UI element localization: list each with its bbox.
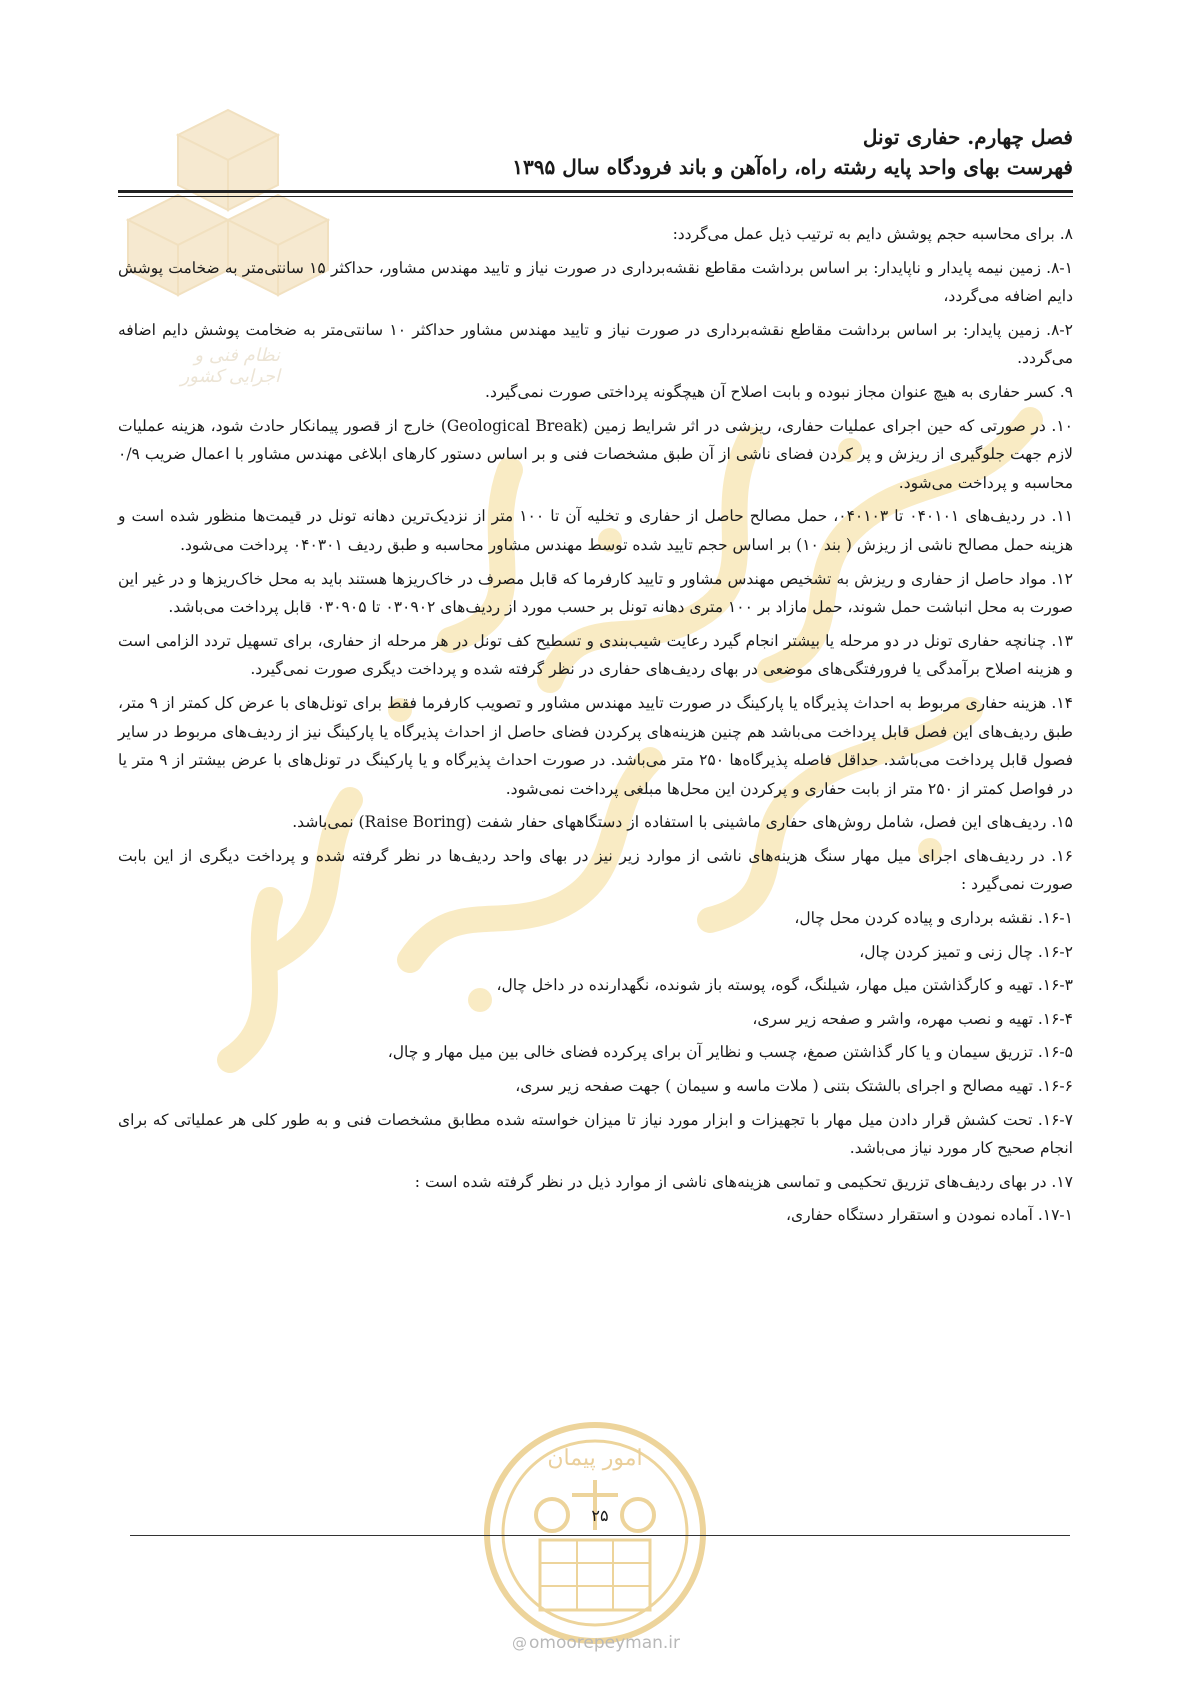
watermark-seal-text: امور پیمان (547, 1446, 643, 1471)
watermark-seal (482, 1420, 708, 1646)
page-header (118, 122, 1073, 182)
footer-rule (130, 1535, 1070, 1536)
sub-item: ۱۶-۷. تحت کشش قرار دادن میل مهار با تجهیزات و ابزار مورد نیاز تا میزان خواسته شده مطابق مشخصات فنی و به طور کلی هر عملیاتی که برای انجام صحیح کار مورد نیاز می‌باشد. (118, 1110, 1073, 1158)
sub-item: ۱۷-۱. آماده نمودن و استقرار دستگاه حفاری، (785, 1206, 1073, 1225)
paragraph: ۱۳. چنانچه حفاری تونل در دو مرحله یا بیشتر انجام گیرد رعایت شیب‌بندی و تسطیح کف تونل در هر مرحله از حفاری، برای تسهیل تردد الزامی است و هزینه اصلاح برآمدگی یا فرورفتگی‌های موضعی در بهای ردیف‌های حفاری در نظر گرفته شده و پرداخت دیگری صورت نمی‌گیرد. (118, 631, 1073, 679)
sub-item: ۱۶-۲. چال زنی و تمیز کردن چال، (859, 942, 1073, 961)
sub-item: ۱۶-۵. تزریق سیمان و یا کار گذاشتن صمغ، چسب و نظایر آن برای پرکرده فضای خالی بین میل مهار و چال، (387, 1043, 1073, 1062)
paragraph: ۱۲. مواد حاصل از حفاری و ریزش به تشخیص مهندس مشاور و تایید کارفرما که قابل مصرف در خاک‌ریزها هستند باید به محل خاک‌ریزها و در غیر این صورت به محل انباشت حمل شوند، حمل مازاد بر ۱۰۰ متری دهانه تونل بر حسب مورد از ردیف‌های ۰۳۰۹۰۲ تا ۰۳۰۹۰۵ قابل پرداخت می‌باشد. (118, 569, 1073, 617)
price-list-title: فهرست بهای واحد پایه رشته راه، راه‌آهن و باند فرودگاه سال ۱۳۹۵ (512, 155, 1073, 179)
sub-item: ۱۶-۴. تهیه و نصب مهره، واشر و صفحه زیر سری، (752, 1009, 1073, 1028)
sub-item: ۱۶-۱. نقشه برداری و پیاده کردن محل چال، (794, 909, 1073, 928)
paragraph: ۱۷. در بهای ردیف‌های تزریق تحکیمی و تماسی هزینه‌های ناشی از موارد ذیل در نظر گرفته شده است : (414, 1172, 1073, 1191)
paragraph: ۱۰. در صورتی که حین اجرای عملیات حفاری، ریزشی در اثر شرایط زمین (Geological Break) خارج از قصور پیمانکار حادث شود، هزینه عملیات لازم جهت جلوگیری از ریزش و پر کردن فضای ناشی از آن طبق مشخصات فنی و بر اساس دستور کارهای ابلاغی مهندس مشاور با اعمال ضریب ۰/۹ محاسبه و پرداخت می‌شود. (118, 416, 1073, 492)
paragraph: ۸-۲. زمین پایدار: بر اساس برداشت مقاطع نقشه‌برداری در صورت نیاز و تایید مهندس مشاور حداکثر ۱۰ سانتی‌متر به ضخامت پوشش دایم اضافه می‌گردد. (118, 320, 1073, 368)
watermark-left-text: نظام فنی و اجرایی کشور (180, 345, 280, 387)
site-url: omoorepeyman.ir (528, 1633, 681, 1653)
at-icon: @ (511, 1634, 527, 1652)
paragraph: ۸-۱. زمین نیمه پایدار و ناپایدار: بر اساس برداشت مقاطع نقشه‌برداری در صورت نیاز و تایید مهندس مشاور، حداکثر ۱۵ سانتی‌متر به ضخامت پوشش دایم اضافه می‌گردد، (118, 258, 1073, 306)
paragraph: ۱۶. در ردیف‌های اجرای میل مهار سنگ هزینه‌های ناشی از موارد زیر نیز در بهای واحد ردیف‌ها در نظر گرفته شده و پرداخت دیگری از این بابت صورت نمی‌گیرد : (118, 846, 1073, 894)
site-watermark (486, 1633, 706, 1653)
chapter-title: فصل چهارم. حفاری تونل (862, 125, 1073, 149)
paragraph: ۱۴. هزینه حفاری مربوط به احداث پذیرگاه یا پارکینگ در صورت تایید مهندس مشاور و تصویب کارفرما فقط برای تونل‌های با عرض کل کمتر از ۹ متر، طبق ردیف‌های این فصل قابل پرداخت می‌باشد هم چنین هزینه‌های پرکردن فضای حاصل از احداث پذیرگاه یا پارکینگ نیز از ردیف‌های مربوط در سایر فصول قابل پرداخت می‌باشد. حداقل فاصله پذیرگاه‌ها ۲۵۰ متر می‌باشد. در صورت احداث پذیرگاه و یا پارکینگ در تونل‌های با عرض بیشتر از ۹ متر یا در فواصل کمتر از ۲۵۰ متر از بابت حفاری و پرکردن این محل‌ها مبلغی پرداخت نمی‌شود. (118, 693, 1073, 798)
paragraph: ۱۵. ردیف‌های این فصل، شامل روش‌های حفاری ماشینی با استفاده از دستگاههای حفار شفت (Raise Boring) نمی‌باشد. (292, 813, 1073, 832)
paragraph: ۸. برای محاسبه حجم پوشش دایم به ترتیب ذیل عمل می‌گردد: (672, 225, 1073, 243)
sub-item: ۱۶-۶. تهیه مصالح و اجرای بالشتک بتنی ( ملات ماسه و سیمان ) جهت صفحه زیر سری، (515, 1077, 1073, 1096)
paragraph: ۱۱. در ردیف‌های ۰۴۰۱۰۱ تا ۰۴۰۱۰۳، حمل مصالح حاصل از حفاری و تخلیه آن تا ۱۰۰ متر از نزدیک‌ترین دهانه تونل در قیمت‌ها منظور شده است و هزینه حمل مصالح ناشی از ریزش ( بند ۱۰) بر اساس حجم تایید شده توسط مهندس مشاور محاسبه و طبق ردیف ۰۴۰۳۰۱ پرداخت می‌شود. (118, 507, 1074, 554)
header-rule-thick (118, 190, 1073, 193)
document-body (118, 220, 1073, 1235)
header-rule-thin (118, 196, 1073, 197)
sub-item: ۱۶-۳. تهیه و کارگذاشتن میل مهار، شیلنگ، گوه، پوسته باز شونده، نگهدارنده در داخل چال، (496, 976, 1073, 995)
paragraph: ۹. کسر حفاری به هیچ عنوان مجاز نبوده و بابت اصلاح آن هیچگونه پرداختی صورت نمی‌گیرد. (485, 382, 1073, 401)
page-number: ۲۵ (591, 1506, 609, 1525)
